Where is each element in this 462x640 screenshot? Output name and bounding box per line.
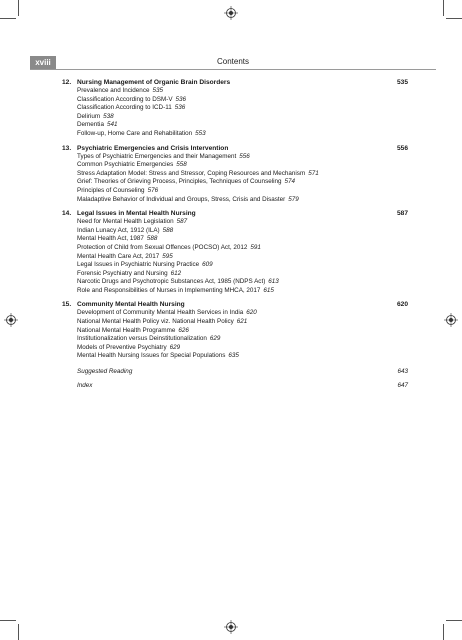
entry-page: 591 <box>250 243 261 251</box>
entry-page: 536 <box>174 104 186 112</box>
chapter-page: 587 <box>396 210 408 218</box>
back-matter-page: 647 <box>397 382 408 390</box>
toc-entry <box>77 130 408 139</box>
entry-page: 621 <box>236 318 248 326</box>
chapter-entries <box>77 218 408 295</box>
back-matter-page: 643 <box>397 368 408 376</box>
entry-title: Principles of Counseling <box>77 186 145 194</box>
entry-title: Stress Adaptation Model: Stress and Stressor, Coping Resources and Mechanism <box>77 169 306 177</box>
toc-entry <box>77 309 408 318</box>
entry-title: Classification According to ICD-11 <box>77 104 172 112</box>
entry-page: 635 <box>228 352 239 360</box>
entry-page: 541 <box>106 121 118 129</box>
entry-page: 595 <box>162 252 173 260</box>
entry-title: Models of Preventive Psychiatry <box>77 343 167 351</box>
entry-page: 538 <box>103 112 114 120</box>
toc-entry <box>77 104 408 113</box>
back-matter-title: Index <box>77 382 93 390</box>
toc-entry <box>77 235 408 244</box>
toc-entry <box>77 196 408 205</box>
toc-chapter <box>62 209 408 295</box>
crop-mark <box>446 18 462 19</box>
chapter-title: Nursing Management of Organic Brain Disorders <box>77 79 231 86</box>
crop-mark <box>446 620 462 621</box>
crop-mark <box>0 620 16 621</box>
entry-page: 535 <box>152 87 163 94</box>
page-number-tab: xviii <box>30 56 56 69</box>
chapter-heading <box>62 78 408 87</box>
toc-entry <box>77 96 408 105</box>
entry-title: Common Psychiatric Emergencies <box>77 161 174 169</box>
entry-title: Mental Health Nursing Issues for Special Populations <box>77 352 226 360</box>
chapter-title: Community Mental Health Nursing <box>77 301 185 309</box>
toc-entry <box>77 344 408 353</box>
entry-page: 553 <box>195 129 206 137</box>
chapter-entries <box>77 153 408 205</box>
toc-entry <box>77 153 408 162</box>
toc-entry <box>77 87 408 96</box>
chapter-entries <box>77 309 408 361</box>
toc-entry <box>77 121 408 130</box>
toc-entry <box>77 170 408 179</box>
toc-entry <box>77 178 408 187</box>
toc-chapter <box>62 144 408 205</box>
entry-title: Protection of Child from Sexual Offences (POCSO) Act, 2012 <box>77 243 248 251</box>
back-matter-entry <box>62 367 408 381</box>
chapter-number: 14. <box>62 210 72 218</box>
entry-title: Prevalence and Incidence <box>77 87 150 94</box>
toc-entry <box>77 161 408 170</box>
entry-page: 574 <box>284 178 296 186</box>
toc-entry <box>77 261 408 270</box>
entry-title: Grief: Theories of Grieving Process, Principles, Techniques of Counseling <box>77 178 282 186</box>
entry-title: Role and Responsibilities of Nurses in Implementing MHCA, 2017 <box>77 286 261 294</box>
entry-page: 626 <box>178 326 189 334</box>
crop-mark <box>18 0 19 16</box>
entry-title: Maladaptive Behavior of Individual and Groups, Stress, Crisis and Disaster <box>77 195 286 203</box>
entry-page: 579 <box>288 195 299 203</box>
entry-page: 558 <box>176 161 187 169</box>
registration-mark-icon <box>224 620 238 634</box>
toc-chapter <box>62 78 408 139</box>
entry-page: 612 <box>170 269 182 277</box>
toc-entry <box>77 335 408 344</box>
chapter-heading <box>62 300 408 309</box>
toc-entry <box>77 253 408 262</box>
chapter-number: 12. <box>62 79 72 86</box>
chapter-list <box>62 78 408 361</box>
back-matter-title: Suggested Reading <box>77 368 133 376</box>
entry-page: 556 <box>239 152 250 160</box>
chapter-number: 13. <box>62 144 72 152</box>
chapter-heading <box>62 144 408 153</box>
entry-page: 576 <box>147 186 159 194</box>
toc-entry <box>77 352 408 361</box>
entry-title: Delirium <box>77 112 101 120</box>
entry-title: Indian Lunacy Act, 1912 (ILA) <box>77 226 160 234</box>
chapter-entries <box>77 87 408 139</box>
entry-title: Need for Mental Health Legislation <box>77 218 174 226</box>
registration-mark-icon <box>4 313 18 327</box>
entry-page: 609 <box>202 261 213 269</box>
chapter-title: Psychiatric Emergencies and Crisis Intervention <box>77 144 229 152</box>
entry-title: Forensic Psychiatry and Nursing <box>77 269 168 277</box>
toc-entry <box>77 187 408 196</box>
entry-page: 613 <box>268 278 279 286</box>
entry-title: Development of Community Mental Health Services in India <box>77 309 244 317</box>
toc-entry <box>77 218 408 227</box>
toc-entry <box>77 227 408 236</box>
entry-page: 615 <box>263 286 274 294</box>
chapter-page: 556 <box>396 144 408 152</box>
entry-page: 588 <box>146 235 158 243</box>
crop-mark <box>443 0 444 16</box>
toc-entry <box>77 270 408 279</box>
chapter-page: 620 <box>396 301 408 309</box>
entry-page: 571 <box>308 169 319 177</box>
entry-page: 588 <box>162 226 174 234</box>
crop-mark <box>0 18 16 19</box>
back-matter-entry <box>62 381 408 395</box>
entry-title: Institutionalization versus Deinstitutionalization <box>77 335 207 343</box>
entry-title: Mental Health Care Act, 2017 <box>77 252 160 260</box>
entry-title: Types of Psychiatric Emergencies and their Management <box>77 152 237 160</box>
registration-mark-icon <box>444 313 458 327</box>
entry-page: 629 <box>209 335 221 343</box>
chapter-page: 535 <box>396 79 408 86</box>
entry-page: 629 <box>169 343 181 351</box>
entry-title: National Mental Health Policy viz. National Health Policy <box>77 318 234 326</box>
entry-title: Mental Health Act, 1987 <box>77 235 144 243</box>
entry-title: Follow-up, Home Care and Rehabilitation <box>77 129 193 137</box>
chapter-heading <box>62 209 408 218</box>
running-header <box>30 56 436 70</box>
toc-entry <box>77 287 408 296</box>
entry-title: Legal Issues in Psychiatric Nursing Practice <box>77 261 200 269</box>
chapter-number: 15. <box>62 301 72 309</box>
toc-chapter <box>62 300 408 361</box>
toc-entry <box>77 318 408 327</box>
crop-mark <box>443 624 444 640</box>
entry-page: 536 <box>175 95 187 103</box>
toc-entry <box>77 278 408 287</box>
entry-title: Dementia <box>77 121 104 129</box>
toc-entry <box>77 327 408 336</box>
table-of-contents <box>62 78 408 395</box>
registration-mark-icon <box>224 6 238 20</box>
back-matter-list <box>62 367 408 395</box>
toc-entry <box>77 244 408 253</box>
entry-page: 587 <box>176 218 188 226</box>
entry-title: Classification According to DSM-V <box>77 95 173 103</box>
entry-page: 620 <box>246 309 257 317</box>
toc-entry <box>77 113 408 122</box>
chapter-title: Legal Issues in Mental Health Nursing <box>77 210 196 218</box>
crop-mark <box>18 624 19 640</box>
running-header-title: Contents <box>216 57 250 66</box>
entry-title: Narcotic Drugs and Psychotropic Substances Act, 1985 (NDPS Act) <box>77 278 266 286</box>
entry-title: National Mental Health Programme <box>77 326 176 334</box>
